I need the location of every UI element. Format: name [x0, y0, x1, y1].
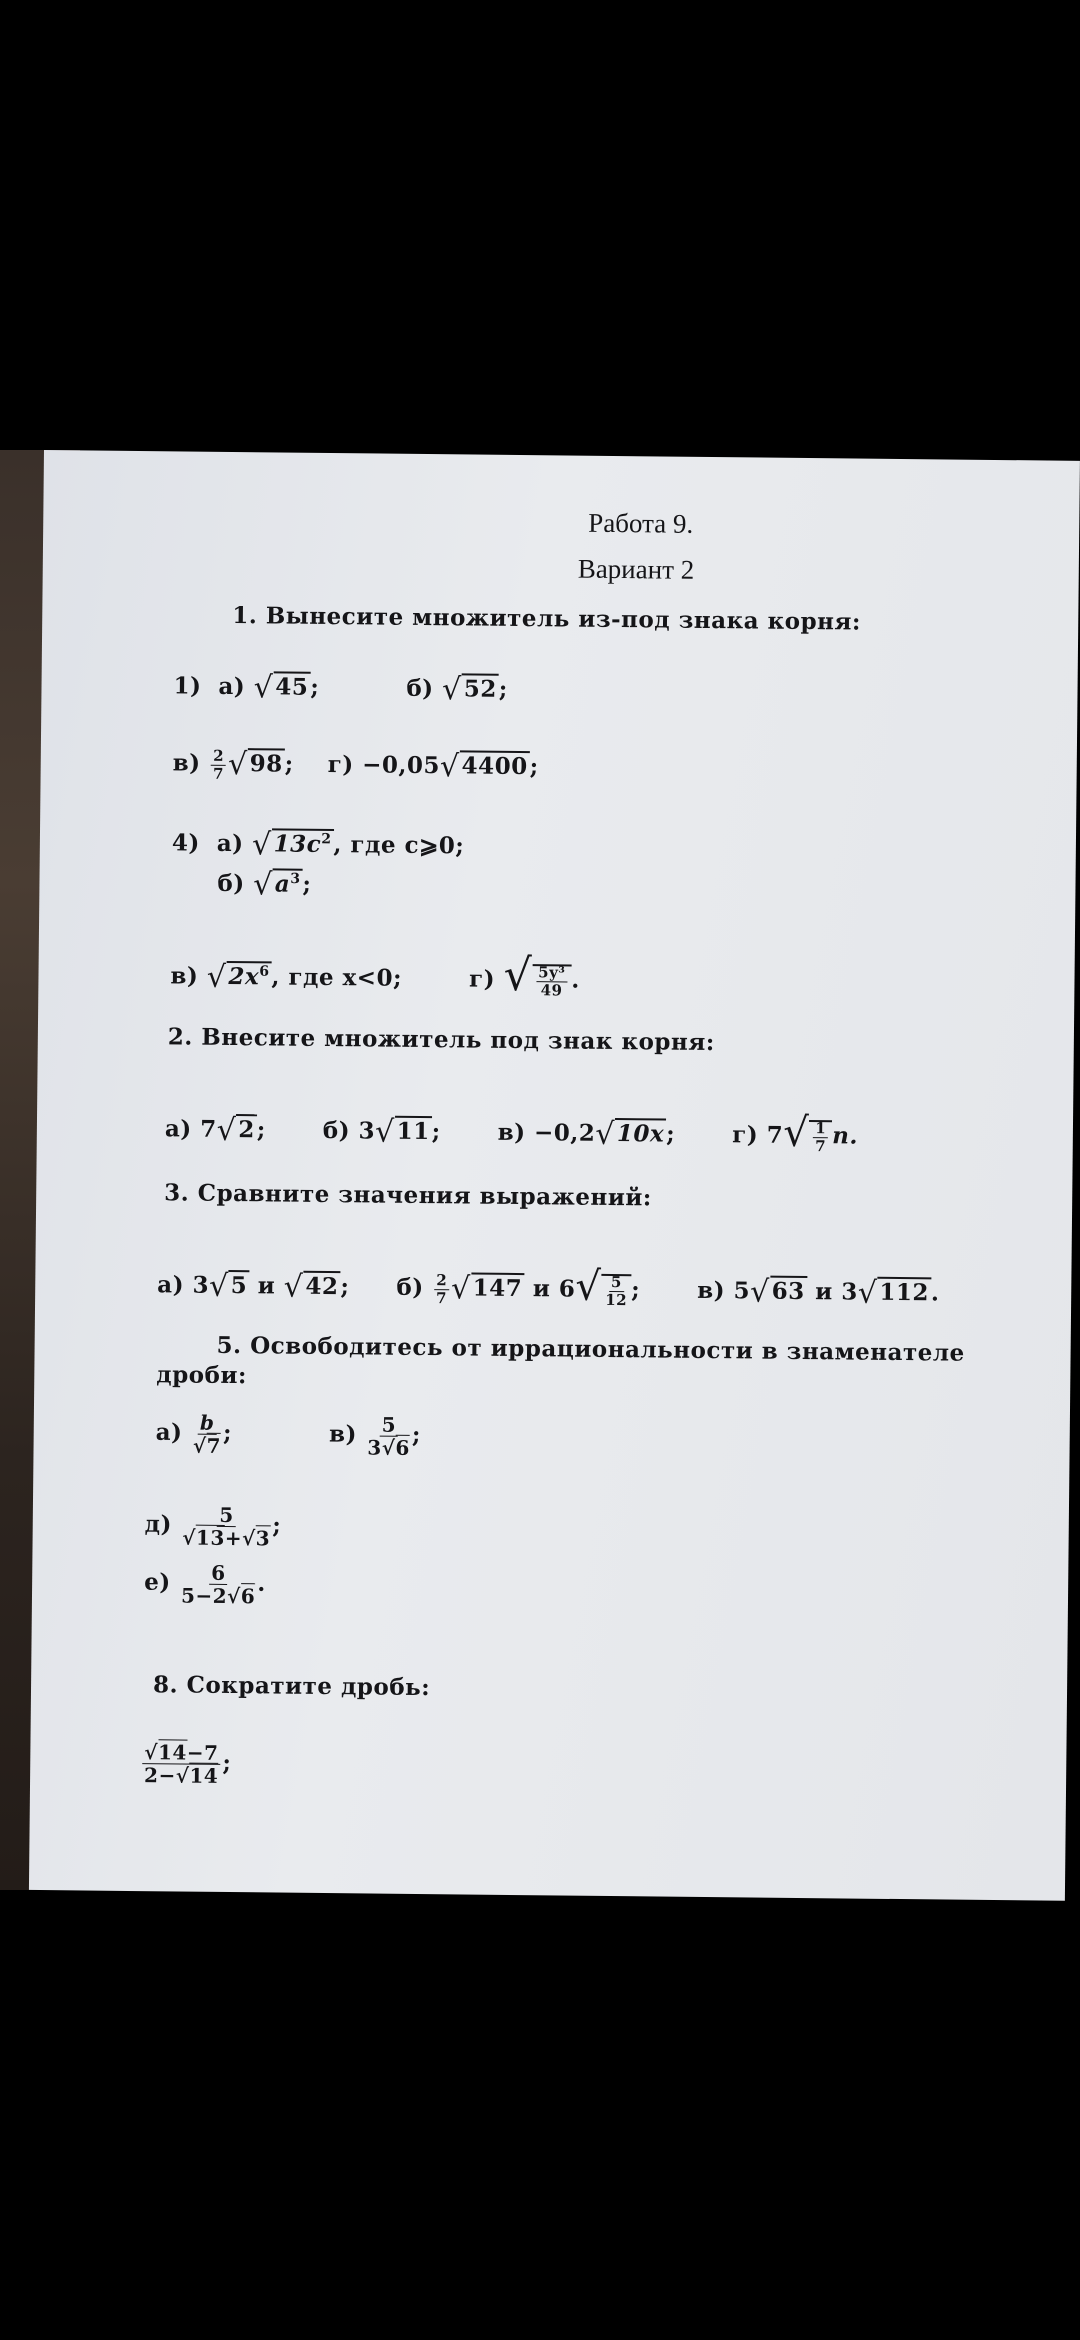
- worksheet-title: Работа 9.: [588, 507, 694, 539]
- worksheet-paper: [29, 450, 1080, 1901]
- task1-row4a: 4) а) $√13c^2$, где c⩾0;: [171, 827, 465, 863]
- task2-items: а) 7√2; б) 3√11; в) −0,2√10x; г) 7√ $\frac{1}{7}$ n.: [164, 1109, 859, 1157]
- task5-heading: 5. Освободитесь от иррациональности в знаменателе: [216, 1331, 965, 1367]
- task1-row4c: в) $√2x^6$, где x<0; г) √ $\frac{\text{5y³}}{49}$ .: [170, 949, 580, 1002]
- task1-row1: 1) а) √45; б) √52;: [173, 670, 508, 708]
- task5-heading-cont: дроби:: [156, 1361, 248, 1390]
- task5-row-e: е) $\frac{6}{5-2√6}$ .: [144, 1560, 267, 1609]
- fraction-2-7: $\frac{2}{7}$: [212, 746, 225, 783]
- task8-fraction: $\frac{√14-7}{2-√14}$ ;: [144, 1740, 232, 1788]
- task1-heading: 1. Вынесите множитель из-под знака корня:: [232, 601, 862, 636]
- task1-row2: в) $\frac{2}{7}$ √98; г) −0,05√4400;: [172, 746, 539, 785]
- task5-row-d: д) $\frac{5}{√13+√3}$ ;: [144, 1502, 282, 1551]
- task5-row-a: а) $\frac{b}{√7}$ ; в) $\frac{5}{3√6}$ ;: [155, 1410, 422, 1460]
- task1-row4b: б) $√a^3$;: [217, 867, 312, 903]
- task3-heading: 3. Сравните значения выражений:: [164, 1179, 653, 1212]
- sqrt-52: √52: [442, 672, 499, 708]
- worksheet-variant: Вариант 2: [577, 553, 695, 585]
- task8-heading: 8. Сократите дробь:: [152, 1671, 431, 1702]
- sqrt-45: √45: [254, 670, 311, 706]
- task3-items: а) 3√5 и √42; б) $\frac{2}{7}$ √147 и 6√ $\frac{5}{12}$ ; в) 5√63 и 3√112.: [157, 1263, 940, 1311]
- task2-heading: 2. Внесите множитель под знак корня:: [167, 1023, 715, 1057]
